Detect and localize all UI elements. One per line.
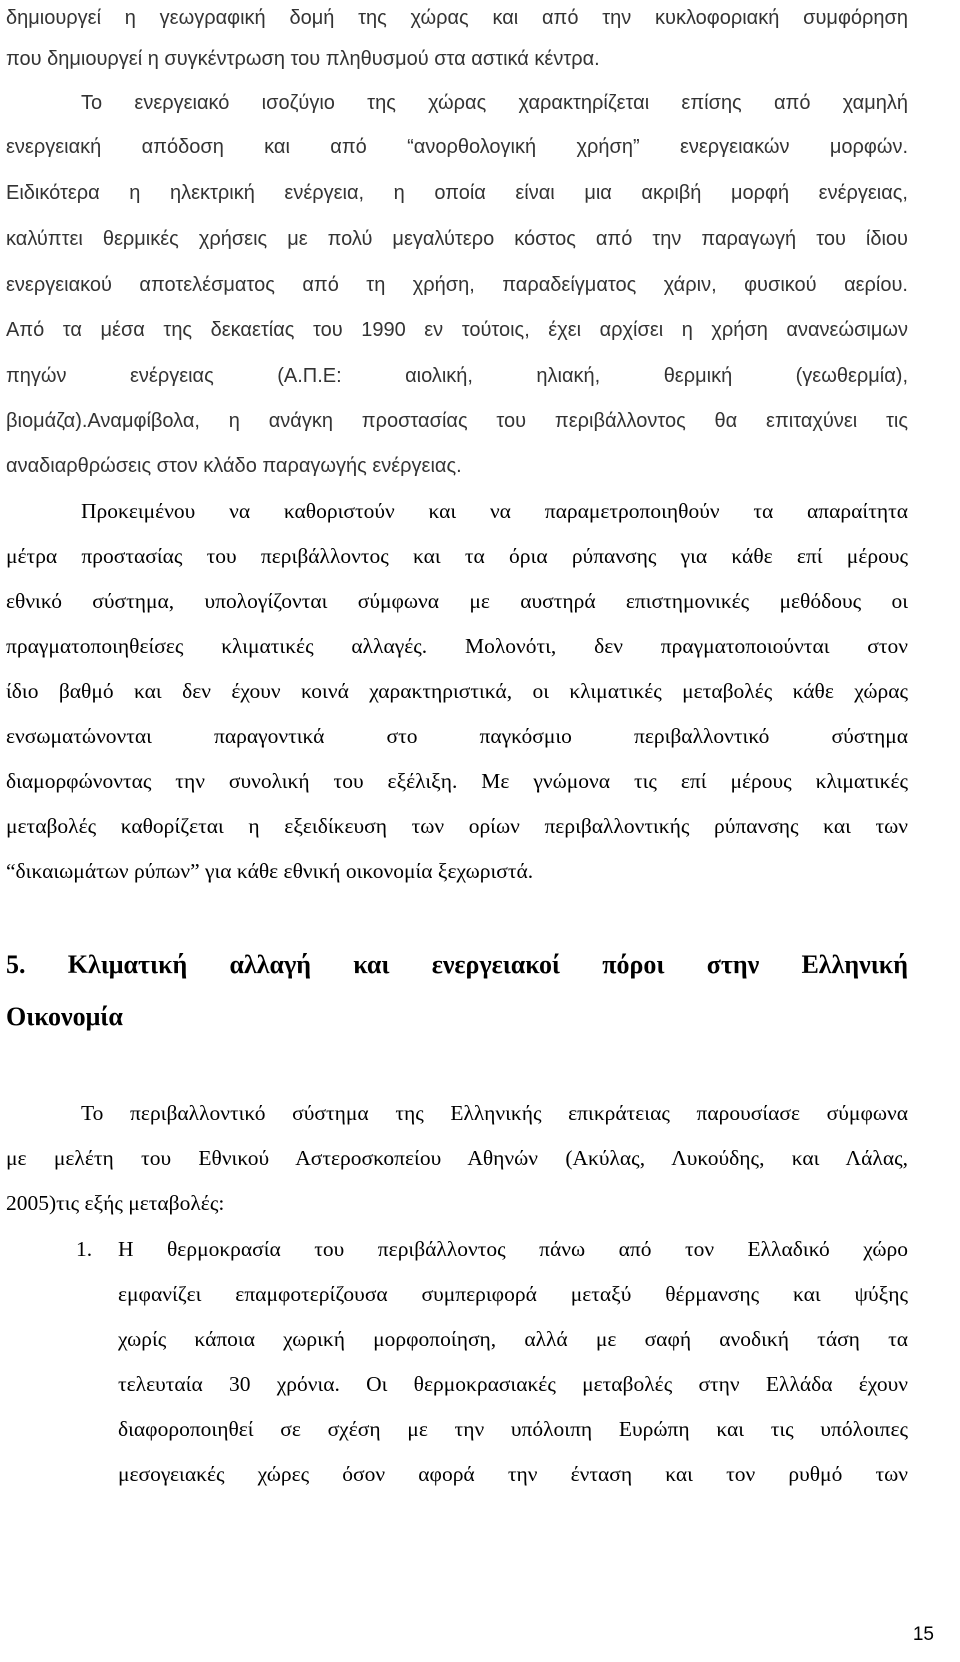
text-line: μεταβολές καθορίζεται η εξειδίκευση των ορίων περιβαλλοντικής ρύπανσης και των — [6, 814, 908, 838]
text-line: 2005)τις εξής μεταβολές: — [6, 1191, 225, 1215]
list-item-line: διαφοροποιηθεί σε σχέση με την υπόλοιπη Ευρώπη και τις υπόλοιπες — [118, 1417, 908, 1441]
section-heading-continued: Οικονομία — [6, 1002, 123, 1031]
text-line: αναδιαρθρώσεις στον κλάδο παραγωγής ενέργειας. — [6, 455, 462, 477]
text-line: Το ενεργειακό ισοζύγιο της χώρας χαρακτηρίζεται επίσης από χαμηλή — [81, 92, 908, 114]
text-line: που δημιουργεί η συγκέντρωση του πληθυσμού στα αστικά κέντρα. — [6, 48, 600, 70]
text-line: δημιουργεί η γεωγραφική δομή της χώρας και από την κυκλοφοριακή συμφόρηση — [6, 7, 908, 29]
list-item-line: εμφανίζει επαμφοτερίζουσα συμπεριφορά μεταξύ θέρμανσης και ψύξης — [118, 1282, 908, 1306]
text-line: καλύπτει θερμικές χρήσεις με πολύ μεγαλύτερο κόστος από την παραγωγή του ίδιου — [6, 228, 908, 250]
text-line: ίδιο βαθμό και δεν έχουν κοινά χαρακτηριστικά, οι κλιματικές μεταβολές κάθε χώρας — [6, 679, 908, 703]
list-item-line: χωρίς κάποια χωρική μορφοποίηση, αλλά με σαφή ανοδική τάση τα — [118, 1327, 908, 1351]
text-line: εθνικό σύστημα, υπολογίζονται σύμφωνα με αυστηρά επιστημονικές μεθόδους οι — [6, 589, 908, 613]
text-line: Προκειμένου να καθοριστούν και να παραμετροποιηθούν τα απαραίτητα — [81, 499, 908, 523]
page-number: 15 — [912, 1624, 934, 1645]
list-item-line: τελευταία 30 χρόνια. Οι θερμοκρασιακές μεταβολές στην Ελλάδα έχουν — [118, 1372, 908, 1396]
text-line: διαμορφώνοντας την συνολική του εξέλιξη. Με γνώμονα τις επί μέρους κλιματικές — [6, 769, 908, 793]
text-line: με μελέτη του Εθνικού Αστεροσκοπείου Αθηνών (Ακύλας, Λυκούδης, και Λάλας, — [6, 1146, 908, 1170]
text-line: Από τα μέσα της δεκαετίας του 1990 εν τούτοις, έχει αρχίσει η χρήση ανανεώσιμων — [6, 319, 908, 341]
section-heading: 5. Κλιματική αλλαγή και ενεργειακοί πόροι στην Ελληνική — [6, 950, 908, 979]
list-item-line: Η θερμοκρασία του περιβάλλοντος πάνω από τον Ελλαδικό χώρο — [118, 1237, 908, 1261]
text-line: ενεργειακή απόδοση και από “ανορθολογική χρήση” ενεργειακών μορφών. — [6, 136, 908, 158]
list-number: 1. — [76, 1237, 93, 1261]
list-item-line: μεσογειακές χώρες όσον αφορά την ένταση και τον ρυθμό των — [118, 1462, 908, 1486]
text-line: ενσωματώνονται παραγοντικά στο παγκόσμιο περιβαλλοντικό σύστημα — [6, 724, 908, 748]
text-line: μέτρα προστασίας του περιβάλλοντος και τα όρια ρύπανσης για κάθε επί μέρους — [6, 544, 908, 568]
text-line: πηγών ενέργειας (Α.Π.Ε: αιολική, ηλιακή, θερμική (γεωθερμία), — [6, 365, 908, 387]
text-line: ενεργειακού αποτελέσματος από τη χρήση, παραδείγματος χάριν, φυσικού αερίου. — [6, 274, 908, 296]
text-line: βιομάζα).Αναμφίβολα, η ανάγκη προστασίας του περιβάλλοντος θα επιταχύνει τις — [6, 410, 908, 432]
text-line: “δικαιωμάτων ρύπων” για κάθε εθνική οικονομία ξεχωριστά. — [6, 859, 534, 883]
text-line: πραγματοποιηθείσες κλιματικές αλλαγές. Μολονότι, δεν πραγματοποιούνται στον — [6, 634, 908, 658]
text-line: Ειδικότερα η ηλεκτρική ενέργεια, η οποία είναι μια ακριβή μορφή ενέργειας, — [6, 182, 908, 204]
text-line: Το περιβαλλοντικό σύστημα της Ελληνικής επικράτειας παρουσίασε σύμφωνα — [81, 1101, 908, 1125]
